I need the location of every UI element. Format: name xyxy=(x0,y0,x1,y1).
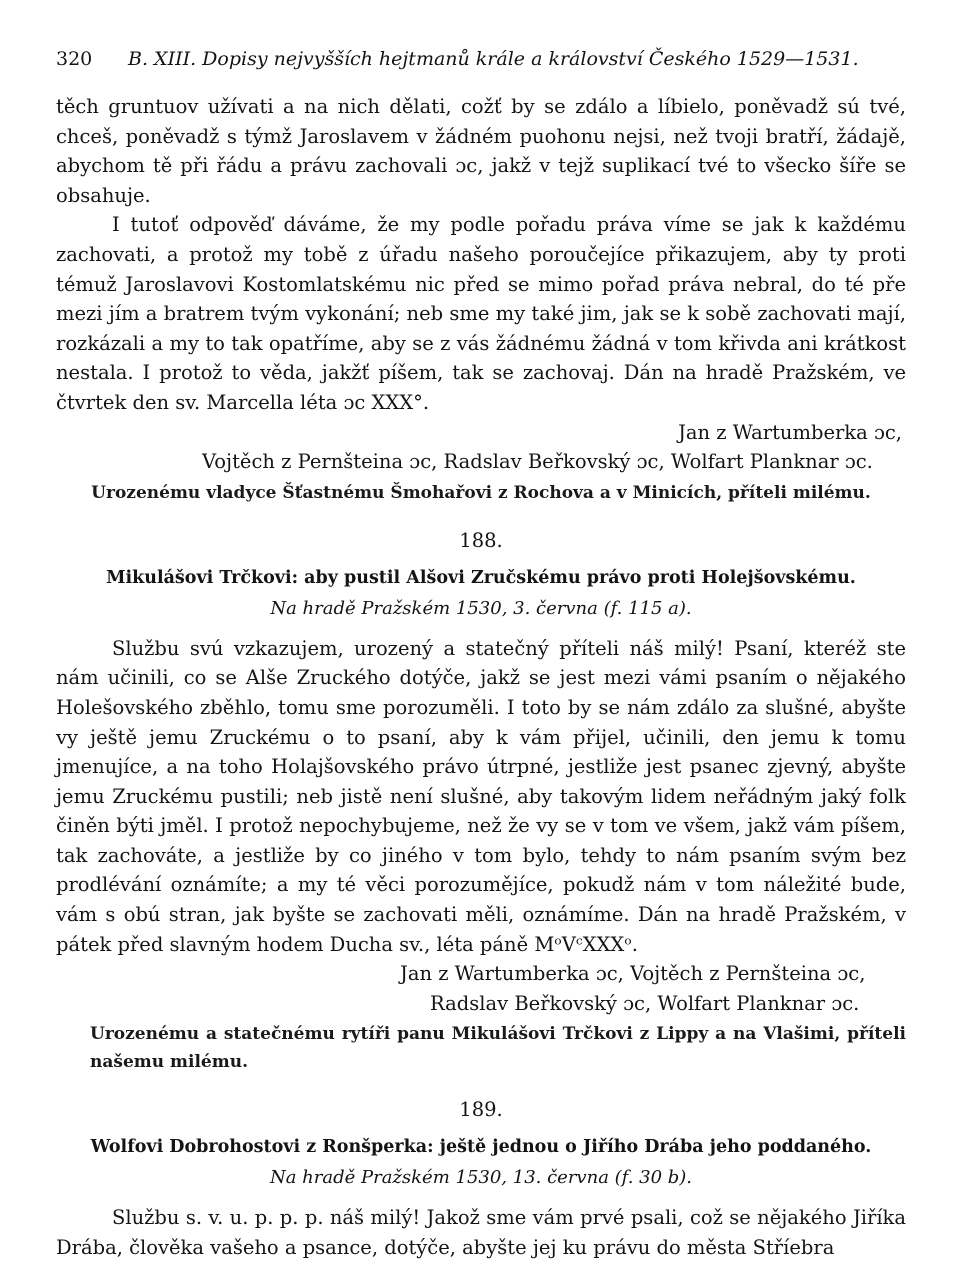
doc188-address: Urozenému a statečnému rytíři panu Mikulášovi Trčkovi z Lippy a na Vlašimi, příteli našemu milému. xyxy=(90,1024,906,1073)
doc188-body: Službu svú vzkazujem, urozený a statečný příteli náš milý! Psaní, kteréž ste nám učinili, co se Alše Zruckého dotýče, jakž se jest mezi vámi psaním o nějakého Holešovského zběhlo, tomu sme porozuměli. I toto by se nám zdálo za slušné, abyšte vy ještě jemu Zruckému o to psaní, aby k vám přijel, učinili, den jemu k tomu jmenujíce, a na toho Holajšovského právo útrpné, jestliže jest psanec zjevný, abyšte jemu Zruckému pustili; neb jistě není slušné, aby takovým lidem neřádným jaký folk činěn býti jměl. I protož nepochybujeme, než že vy se v tom ve všem, jakž vám píšem, tak zachováte, a jestliže by co jiného v tom bylo, tehdy to nám psaním svým bez prodlévání oznámíte; a my té věci porozumějíce, pokudž nám v tom náležité bude, vám s obú stran, jak byšte se zachovati měli, oznámíme. Dán na hradě Pražském, v pátek před slavným hodem Ducha sv., léta páně MᵒVᶜXXXᵒ. xyxy=(56,636,906,956)
doc187-signature-2: Vojtěch z Pernšteina ɔc, Radslav Beřkovský ɔc, Wolfart Planknar ɔc. xyxy=(202,450,873,474)
doc187-signature-1: Jan z Wartumberka ɔc, xyxy=(678,420,902,444)
running-head xyxy=(56,46,906,72)
running-title: B. XIII. Dopisy nejvyšších hejtmanů krále a království Českého 1529—1531. xyxy=(128,48,859,70)
doc188-signature-2: Radslav Beřkovský ɔc, Wolfart Planknar ɔc. xyxy=(430,991,860,1015)
doc189-heading: Wolfovi Dobrohostovi z Ronšperka: ještě jednou o Jiřího Drába jeho poddaného. xyxy=(90,1137,872,1158)
doc189-body: Službu s. v. u. p. p. p. náš milý! Jakož sme vám prvé psali, což se nějakého Jiříka Drába, člověka vašeho a psance, dotýče, abyšte jej ku právu do města Stříebra xyxy=(56,1206,906,1260)
doc187-paragraph-1: těch gruntuov užívati a na nich dělati, cožť by se zdálo a líbielo, poněvadž sú tvé, chceš, poněvadž s týmž Jaroslavem v žádném puohonu nejsi, než tvoji bratří, žádajě, abychom tě při řádu a právu zachovali ɔc, jakž v tejž suplikací tvé to všecko šíře se obsahuje. xyxy=(56,95,906,207)
doc187-paragraph-2: I tutoť odpověď dáváme, že my podle pořadu práva víme se jak k každému zachovati, a protož my tobě z úřadu našeho poroučejíce přikazujem, aby ty proti témuž Jaroslavovi Kostomlatskému nic před se mimo pořad práva nebral, do té pře mezi jím a bratrem tvým vykonání; neb sme my také jim, jak se k sobě zachovati mají, rozkázali a my to tak opatříme, aby se z vás žádnému žádná v tom křivda ani krátkost nestala. I protož to věda, jakžť píšem, tak se zachovaj. Dán na hradě Pražském, ve čtvrtek den sv. Marcella léta ɔc XXX°. xyxy=(56,213,906,414)
doc187-address: Urozenému vladyce Šťastnému Šmohařovi z Rochova a v Minicích, příteli milému. xyxy=(91,482,871,503)
page-number: 320 xyxy=(56,48,93,70)
doc189-number: 189. xyxy=(459,1098,503,1122)
doc188-number: 188. xyxy=(459,528,503,552)
doc188-date-line: Na hradě Pražském 1530, 3. června (f. 115 a). xyxy=(270,597,692,619)
doc188-signature-1: Jan z Wartumberka ɔc, Vojtěch z Pernšteina ɔc, xyxy=(400,962,866,986)
doc188-heading: Mikulášovi Trčkovi: aby pustil Alšovi Zručskému právo proti Holejšovskému. xyxy=(106,567,856,588)
doc189-date-line: Na hradě Pražském 1530, 13. června (f. 30 b). xyxy=(269,1167,693,1189)
